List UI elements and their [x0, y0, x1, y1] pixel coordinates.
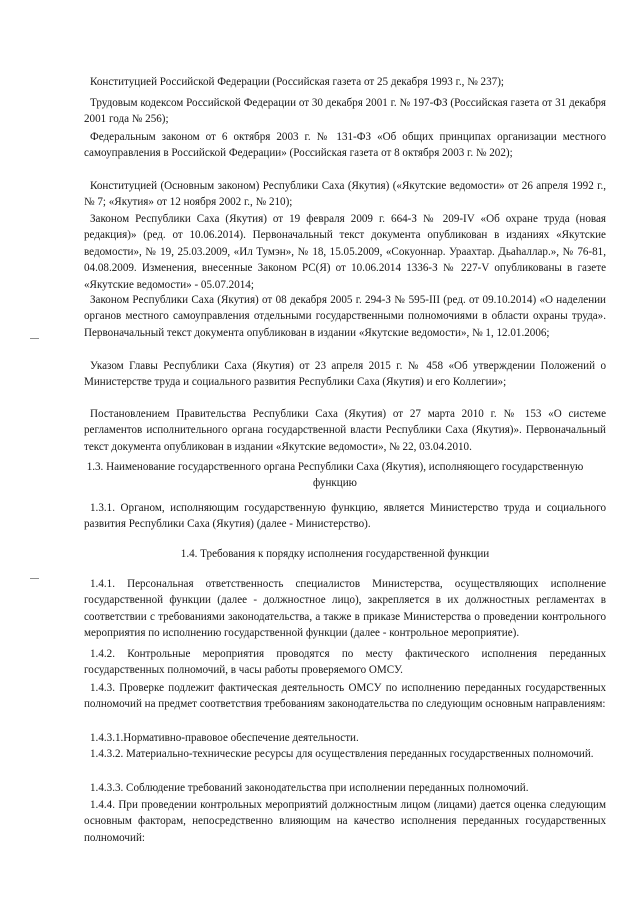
paragraph-law-labor-protection: Законом Республики Саха (Якутия) от 19 февраля 2009 г. 664-З № 209-IV «Об охране труда (новая редакция)» (ред. от 10.06.2014). Первоначальный текст документа опубликован в изданиях «Якутские ведомости», № 19, 25.03.2009, «Ил Тумэн», № 18, 15.05.2009, «Сокуоннар. Ураахтар. Дьаһаллар.», № 76-81, 04.08.2009. Изменения, внесенные Законом РС(Я) от 10.06.2014 1336-З № 227-V опубликованы в газете «Якутские ведомости» - 05.07.2014; — [84, 213, 606, 291]
paragraph-labor-code: Трудовым кодексом Российской Федерации от 30 декабря 2001 г. № 197-ФЗ (Российская газета от 31 декабря 2001 года № 256); — [84, 97, 606, 126]
punch-mark-bottom — [30, 578, 39, 579]
section-1-4-3-2-paragraph: 1.4.3.2. Материально-технические ресурсы для осуществления переданных государственных полномочий. — [90, 748, 594, 760]
section-1-3-1-paragraph: 1.3.1. Органом, исполняющим государственную функцию, является Министерство труда и социального развития Республики Саха (Якутия) (далее - Министерство). — [84, 502, 606, 531]
section-1-4-4-paragraph: 1.4.4. При проведении контрольных мероприятий должностным лицом (лицами) дается оценка следующим основным факторам, непосредственно влияющим на качество исполнения переданных государственных полномочий: — [84, 799, 606, 844]
paragraph-resolution-153: Постановлением Правительства Республики Саха (Якутия) от 27 марта 2010 г. № 153 «О системе регламентов исполнительного органа государственной власти Республики Саха (Якутия)». Первоначальный текст документа опубликован в издании «Якутские ведомости», № 22, 03.04.2010. — [84, 408, 606, 453]
section-1-4-heading: 1.4. Требования к порядку исполнения государственной функции — [180, 548, 490, 560]
section-1-4-1-paragraph: 1.4.1. Персональная ответственность специалистов Министерства, осуществляющих исполнение государственной функции (далее - должностное лицо), закрепляется в их должностных регламентах в соответствии с требованиями законодательства, а также в приказе Министерства о проведении контрольного мероприятия по исполнению государственной функции (далее - контрольное мероприятие). — [84, 578, 606, 640]
paragraph-federal-law-131: Федеральным законом от 6 октября 2003 г. № 131-ФЗ «Об общих принципах организации местного самоуправления в Российской Федерации» (Российская газета от 8 октября 2003 г. № 202); — [84, 131, 606, 160]
paragraph-decree-458: Указом Главы Республики Саха (Якутия) от 23 апреля 2015 г. № 458 «Об утверждении Положений о Министерстве труда и социального развития Республики Саха (Якутия) и его Коллегии»; — [84, 360, 606, 389]
section-1-4-3-paragraph: 1.4.3. Проверке подлежит фактическая деятельность ОМСУ по исполнению переданных государственных полномочий на предмет соответствия требованиям законодательства по следующим основным направлениям: — [84, 682, 606, 711]
section-1-4-2-paragraph: 1.4.2. Контрольные мероприятия проводятся по месту фактического исполнения переданных государственных полномочий, в часы работы проверяемого ОМСУ. — [84, 648, 606, 677]
section-1-3-heading: 1.3. Наименование государственного органа Республики Саха (Якутия), исполняющего государственную функцию — [86, 461, 584, 490]
punch-mark-top — [30, 338, 39, 339]
paragraph-constitution-yakutia: Конституцией (Основным законом) Республики Саха (Якутия) («Якутские ведомости» от 26 апреля 1992 г., № 7; «Якутия» от 12 ноября 2002 г., № 210); — [84, 180, 606, 209]
paragraph-constitution-rf: Конституцией Российской Федерации (Российская газета от 25 декабря 1993 г., № 237); — [90, 76, 504, 88]
section-1-4-3-1-paragraph: 1.4.3.1.Нормативно-правовое обеспечение деятельности. — [90, 732, 359, 744]
section-1-4-3-3-paragraph: 1.4.3.3. Соблюдение требований законодательства при исполнении переданных полномочий. — [90, 782, 529, 794]
paragraph-law-local-government: Законом Республики Саха (Якутия) от 08 декабря 2005 г. 294-З № 595-III (ред. от 09.10.2014) «О наделении органов местного самоуправления отдельными государственными полномочиями в области охраны труда». Первоначальный текст документа опубликован в издании «Якутские ведомости», № 1, 12.01.2006; — [84, 294, 606, 339]
